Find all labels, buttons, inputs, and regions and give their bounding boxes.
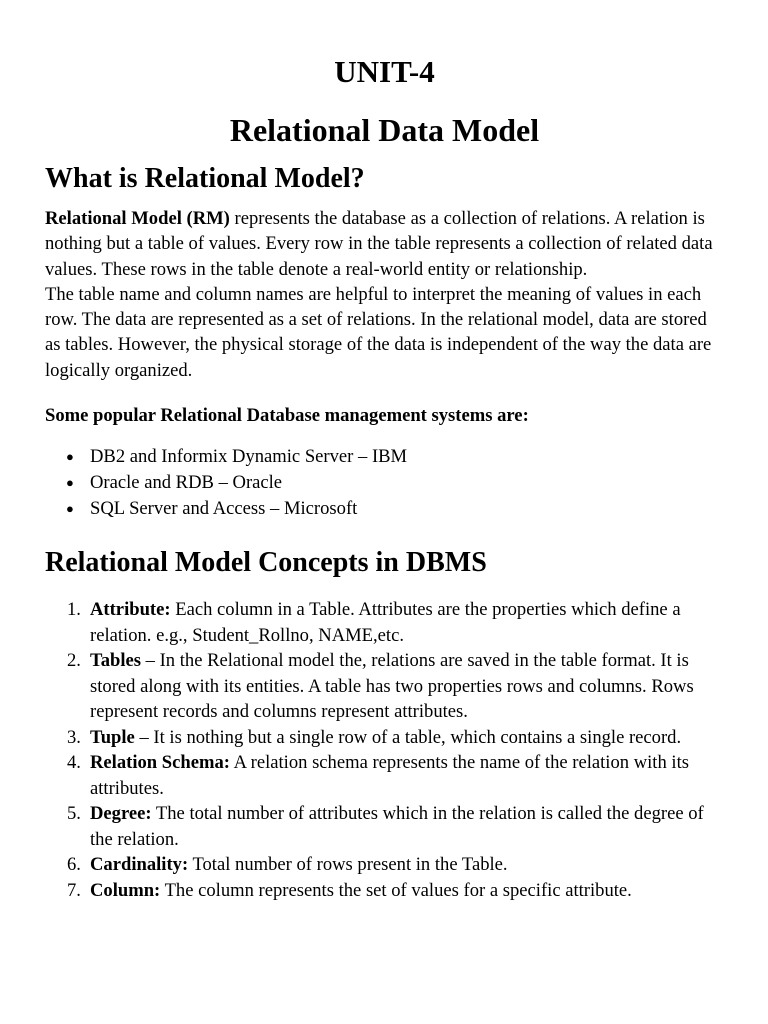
concept-term: Cardinality: xyxy=(90,854,189,876)
list-item xyxy=(45,597,724,648)
section-heading-what-is-relational-model: What is Relational Model? xyxy=(45,163,365,194)
list-item xyxy=(45,878,724,904)
item-number: 6. xyxy=(67,854,81,876)
bullet-icon: ● xyxy=(66,475,74,491)
list-item xyxy=(45,496,724,522)
intro-text: represents the database as a collection of relations. A relation is nothing but a table of values. Every row in the table represents a collection of related data values. These rows in the table denote a real-world entity or relationship. xyxy=(45,208,713,280)
item-number: 4. xyxy=(67,752,81,774)
list-item xyxy=(45,801,724,852)
intro-term: Relational Model (RM) xyxy=(45,208,230,229)
systems-list xyxy=(45,444,724,522)
concept-term: Attribute: xyxy=(90,599,171,621)
unit-title: UNIT-4 xyxy=(334,54,435,89)
item-number: 1. xyxy=(67,599,81,621)
list-item xyxy=(45,852,724,878)
concept-text: Each column in a Table. Attributes are the properties which define a relation. e.g., Student_Rollno, NAME,etc. xyxy=(90,599,681,646)
list-item xyxy=(45,648,724,725)
concept-term: Relation Schema: xyxy=(90,752,230,774)
list-item xyxy=(45,470,724,496)
concept-text: A relation schema represents the name of the relation with its attributes. xyxy=(90,752,689,799)
document-title: Relational Data Model xyxy=(229,112,540,148)
list-item xyxy=(45,725,724,751)
concept-term: Degree: xyxy=(90,803,152,825)
intro-paragraph xyxy=(45,206,724,282)
concept-text: Total number of rows present in the Table. xyxy=(188,854,508,876)
list-item-text: SQL Server and Access – Microsoft xyxy=(90,498,358,520)
concept-term: Tuple xyxy=(90,726,135,748)
list-item-text: Oracle and RDB – Oracle xyxy=(90,472,283,494)
item-number: 2. xyxy=(67,650,81,672)
section-heading-concepts: Relational Model Concepts in DBMS xyxy=(45,547,487,579)
concepts-list xyxy=(45,597,724,903)
item-number: 3. xyxy=(67,726,81,748)
list-item xyxy=(45,750,724,801)
systems-subheading: Some popular Relational Database management systems are: xyxy=(45,405,529,427)
concept-text: – It is nothing but a single row of a table, which contains a single record. xyxy=(134,726,682,748)
concept-term: Tables xyxy=(90,650,141,672)
list-item-text: DB2 and Informix Dynamic Server – IBM xyxy=(90,446,408,468)
second-paragraph: The table name and column names are helpful to interpret the meaning of values in each row. The data are represented as a set of relations. In the relational model, data are stored as tables. However, the physical storage of the data is independent of the way the data are logically organized. xyxy=(45,283,712,381)
bullet-icon: ● xyxy=(66,501,74,517)
concept-term: Column: xyxy=(90,879,161,901)
concept-text: The total number of attributes which in the relation is called the degree of the relation. xyxy=(90,803,704,850)
concept-text: The column represents the set of values for a specific attribute. xyxy=(160,879,632,901)
concept-text: – In the Relational model the, relations are saved in the table format. It is stored along with its entities. A table has two properties rows and columns. Rows represent records and columns represent attributes. xyxy=(90,650,694,723)
list-item xyxy=(45,444,724,470)
item-number: 5. xyxy=(67,803,81,825)
item-number: 7. xyxy=(67,879,81,901)
bullet-icon: ● xyxy=(66,449,74,465)
